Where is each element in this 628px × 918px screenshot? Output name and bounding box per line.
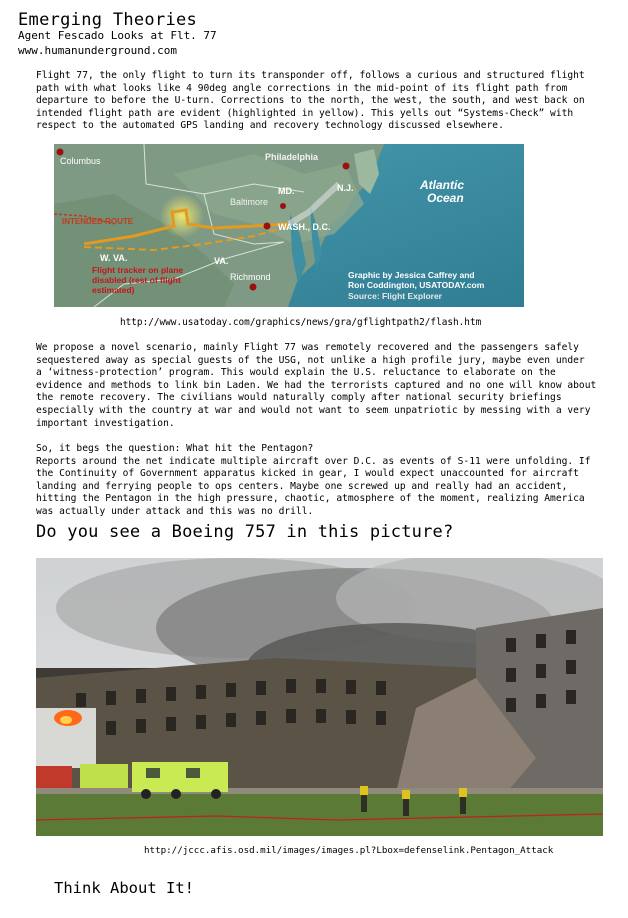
map-label-tracker-1: Flight tracker on plane: [92, 265, 184, 275]
map-credit-3: Source: Flight Explorer: [348, 291, 442, 301]
map-label-va: VA.: [214, 256, 229, 266]
map-label-intended-route: INTENDED ROUTE: [62, 217, 134, 226]
map-label-nj: N.J.: [337, 183, 354, 193]
map-label-philadelphia: Philadelphia: [265, 152, 319, 162]
map-credit-2: Ron Coddington, USATODAY.com: [348, 280, 485, 290]
page-title: Emerging Theories: [18, 10, 198, 30]
map-label-atlantic: Atlantic: [420, 178, 465, 192]
photo-source-url[interactable]: http://jccc.afis.osd.mil/images/images.pl?Lbox=defenselink.Pentagon_Attack: [144, 845, 554, 856]
flight-path-map: [54, 144, 524, 307]
map-label-columbus: Columbus: [60, 156, 101, 166]
question-paragraph: So, it begs the question: What hit the Pentagon? Reports around the net indicate multiple aircraft over D.C. as events of S-11 were unfolding. If the Continuity of Government apparatus kicked in gear, I would expect unaccounted for aircraft landing and ferrying people to ops centers. Maybe one screwed up and really had an accident, hitting the Pentagon in the high pressure, chaotic, atmosphere of the moment, realizing America was actually under attack and this was no drill.: [36, 443, 591, 517]
map-label-tracker-3: estimated): [92, 285, 135, 295]
map-label-tracker-2: disabled (rest of flight: [92, 275, 181, 285]
map-label-ocean: Ocean: [427, 191, 464, 205]
scenario-paragraph: We propose a novel scenario, mainly Flight 77 was remotely recovered and the passengers safely sequestered away as special guests of the USG, not unlike a high profile jury, maybe even under a ‘witness-protection’ program. This would explain the U.S. reluctance to elaborate on the evidence and methods to link bin Laden. We had the terrorists captured and no one will know about the remote recovery. The civilians would naturally comply after national security briefings especially with the country at war and would not want to seem unpatriotic by messing with a very important investigation.: [36, 342, 597, 429]
photo-heading: Do you see a Boeing 757 in this picture?: [36, 522, 454, 542]
pentagon-photo: [36, 558, 603, 836]
closing-line: Think About It!: [54, 879, 194, 897]
page-subtitle: Agent Fescado Looks at Flt. 77: [18, 29, 217, 42]
map-label-md: MD.: [278, 186, 295, 196]
map-label-wash: WASH., D.C.: [278, 222, 331, 232]
map-label-baltimore: Baltimore: [230, 197, 269, 207]
map-label-richmond: Richmond: [230, 272, 271, 282]
site-url[interactable]: www.humanunderground.com: [18, 44, 177, 57]
map-credit-1: Graphic by Jessica Caffrey and: [348, 270, 475, 280]
map-label-wva: W. VA.: [100, 253, 128, 263]
intro-paragraph: Flight 77, the only flight to turn its transponder off, follows a curious and structured flight path with what looks like 4 90deg angle corrections in the mid-point of its flight path from departure to before the U-turn. Corrections to the north, the west, the south, and west back on intended flight path are evident (highlighted in yellow). This yells out “Systems-Check” with respect to the automated GPS landing and recovery technology discussed elsewhere.: [36, 70, 585, 132]
map-source-url[interactable]: http://www.usatoday.com/graphics/news/gra/gflightpath2/flash.htm: [120, 317, 482, 328]
